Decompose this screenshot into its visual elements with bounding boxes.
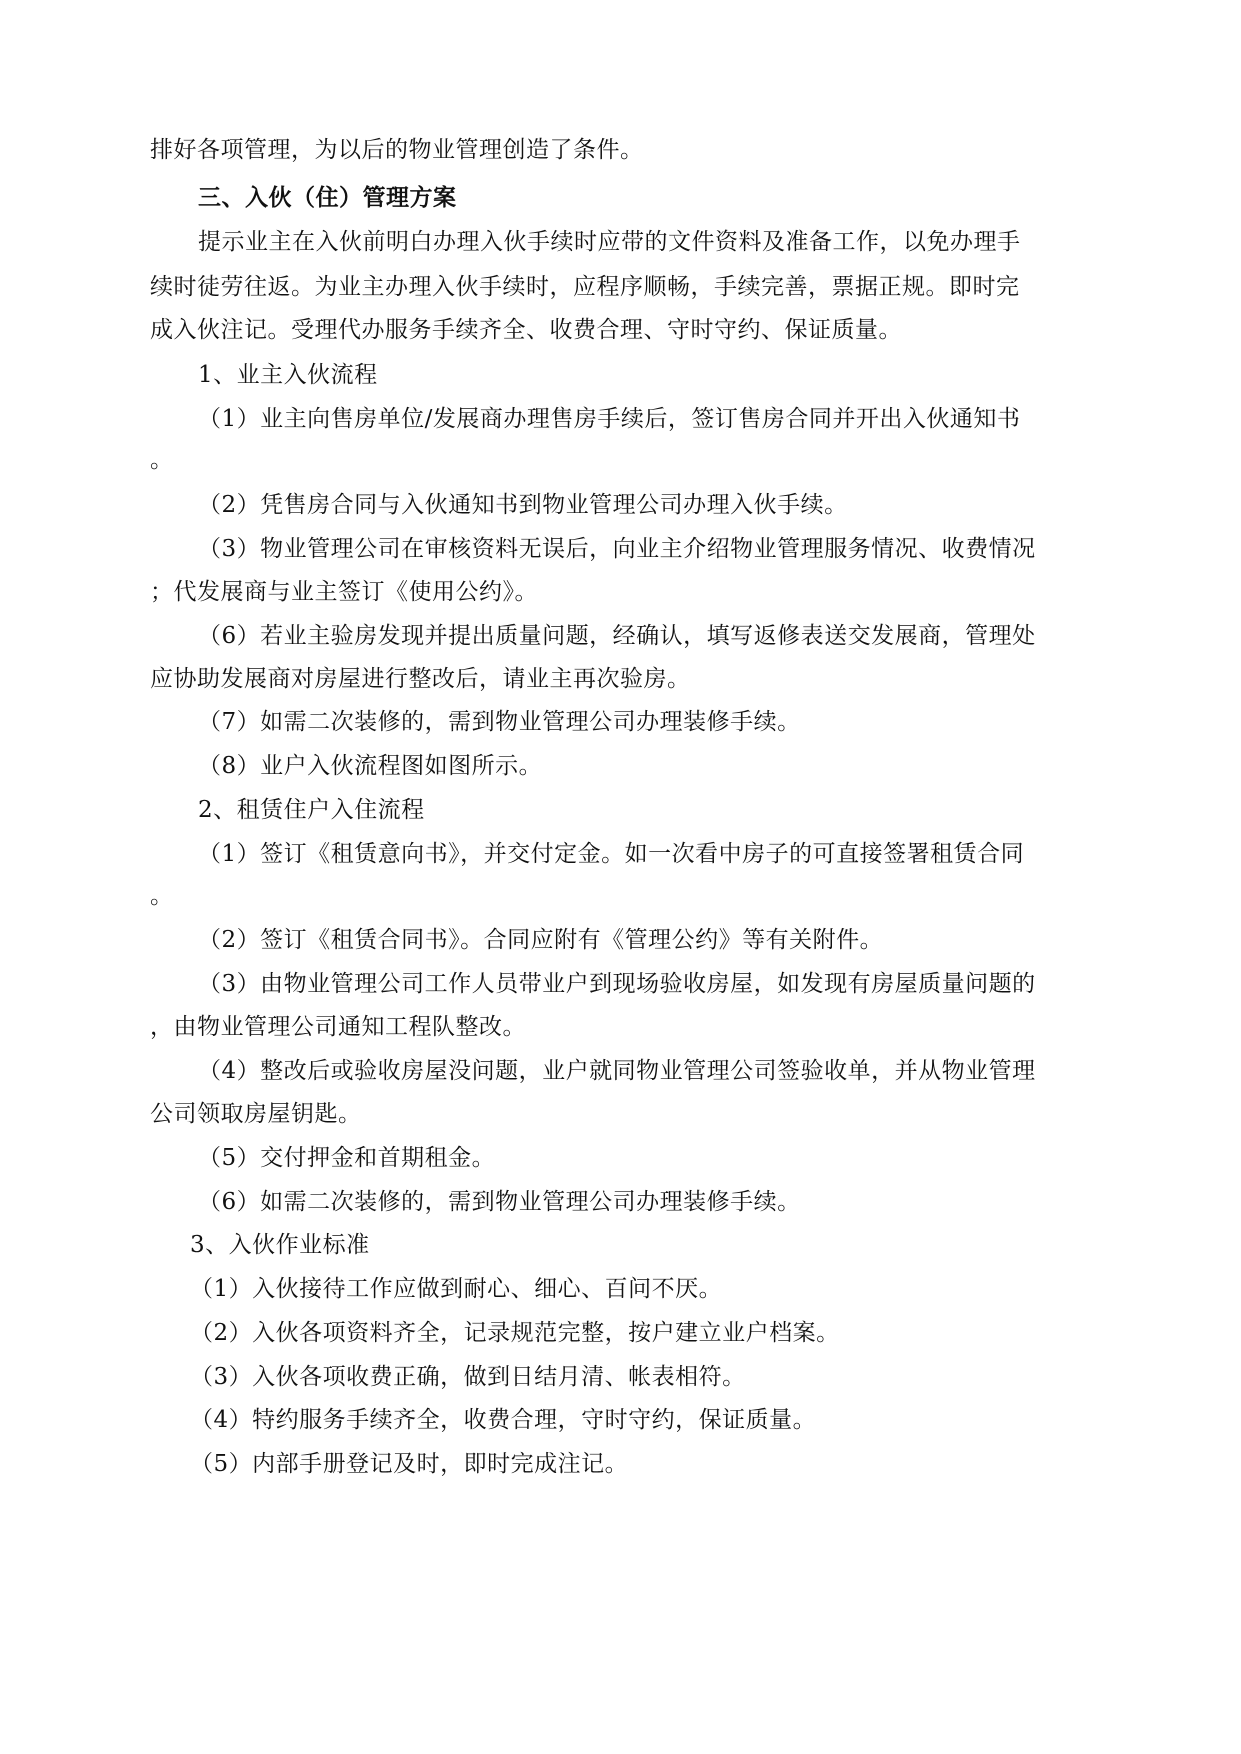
paragraph-line: （3）由物业管理公司工作人员带业户到现场验收房屋，如发现有房屋质量问题的 [198,971,1036,997]
paragraph-line: 公司领取房屋钥匙。 [150,1101,362,1127]
paragraph-line: （3）物业管理公司在审核资料无误后，向业主介绍物业管理服务情况、收费情况 [198,536,1036,562]
paragraph-line: （7）如需二次装修的，需到物业管理公司办理装修手续。 [198,709,801,735]
paragraph-line: 。 [150,447,174,473]
paragraph-line: 排好各项管理，为以后的物业管理创造了条件。 [150,137,644,163]
paragraph-line: （6）若业主验房发现并提出质量问题，经确认，填写返修表送交发展商，管理处 [198,623,1036,649]
paragraph-line: 续时徒劳往返。为业主办理入伙手续时，应程序顺畅，手续完善，票据正规。即时完 [150,274,1020,300]
paragraph-line: ；代发展商与业主签订《使用公约》。 [150,579,538,605]
paragraph-line: （4）整改后或验收房屋没问题，业户就同物业管理公司签验收单，并从物业管理 [198,1058,1036,1084]
paragraph-line: 。 [150,883,174,909]
paragraph-line: （1）签订《租赁意向书》，并交付定金。如一次看中房子的可直接签署租赁合同 [198,841,1025,867]
paragraph-line: （4）特约服务手续齐全，收费合理，守时守约，保证质量。 [190,1407,817,1433]
subsection-heading: 1、业主入伙流程 [198,362,378,388]
paragraph-line: （2）凭售房合同与入伙通知书到物业管理公司办理入伙手续。 [198,492,848,518]
paragraph-line: （8）业户入伙流程图如图所示。 [198,753,543,779]
subsection-heading: 3、入伙作业标准 [190,1232,370,1258]
section-heading: 三、入伙（住）管理方案 [198,184,457,211]
paragraph-line: （1）入伙接待工作应做到耐心、细心、百问不厌。 [190,1276,723,1302]
paragraph-line: ，由物业管理公司通知工程队整改。 [150,1014,526,1040]
paragraph-line: （3）入伙各项收费正确，做到日结月清、帐表相符。 [190,1364,746,1390]
paragraph-line: （2）入伙各项资料齐全，记录规范完整，按户建立业户档案。 [190,1320,840,1346]
paragraph-line: 成入伙注记。受理代办服务手续齐全、收费合理、守时守约、保证质量。 [150,317,902,343]
paragraph-line: （2）签订《租赁合同书》。合同应附有《管理公约》等有关附件。 [198,927,884,953]
paragraph-line: （5）内部手册登记及时，即时完成注记。 [190,1451,629,1477]
paragraph-line: 应协助发展商对房屋进行整改后，请业主再次验房。 [150,666,691,692]
paragraph-line: （6）如需二次装修的，需到物业管理公司办理装修手续。 [198,1189,801,1215]
paragraph-line: （1）业主向售房单位/发展商办理售房手续后，签订售房合同并开出入伙通知书 [198,406,1021,432]
paragraph-line: 提示业主在入伙前明白办理入伙手续时应带的文件资料及准备工作，以免办理手 [198,229,1021,255]
subsection-heading: 2、租赁住户入住流程 [198,797,425,823]
paragraph-line: （5）交付押金和首期租金。 [198,1145,496,1171]
